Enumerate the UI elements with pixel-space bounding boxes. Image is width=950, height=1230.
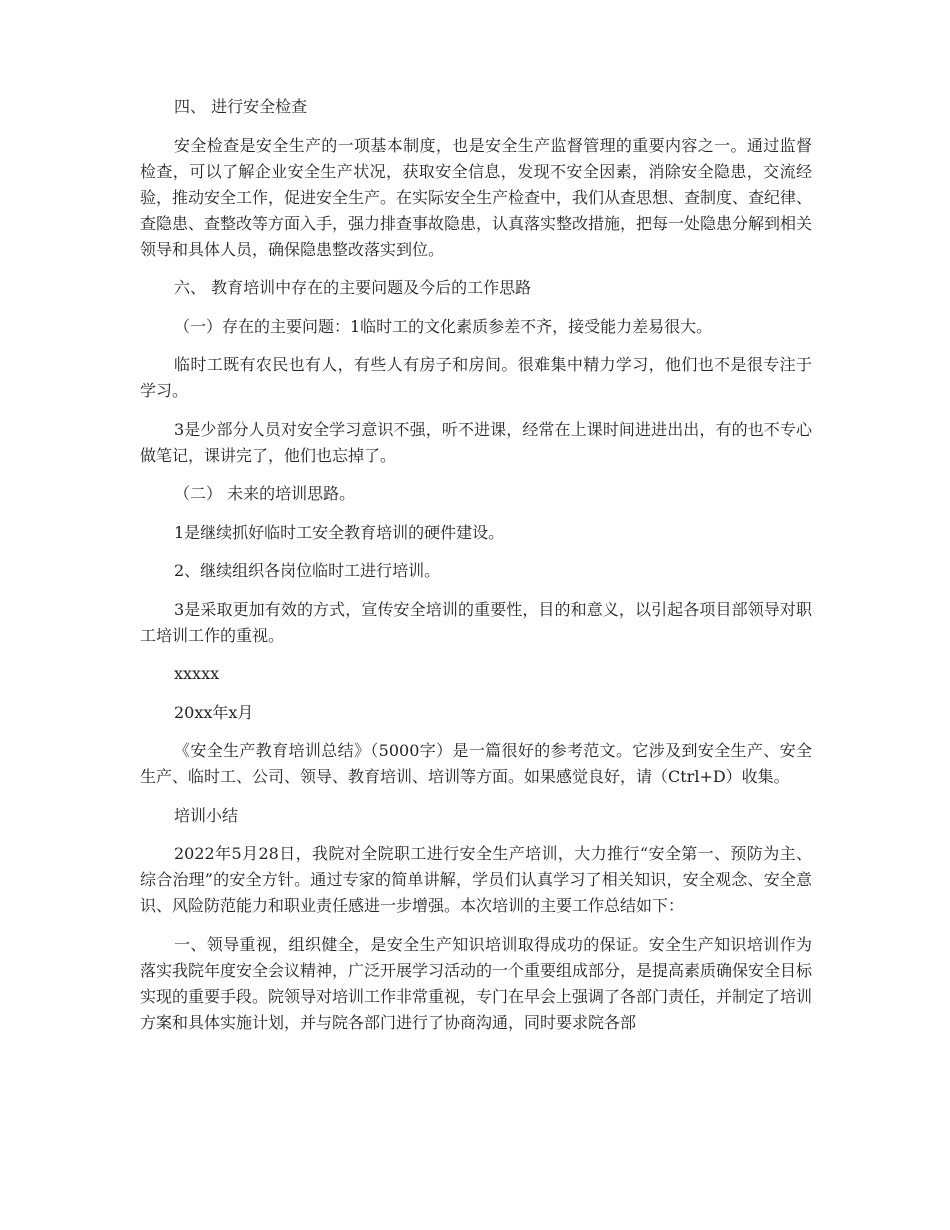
list-item-hardware: 1是继续抓好临时工安全教育培训的硬件建设。 xyxy=(174,522,505,542)
list-item-methods: 3是采取更加有效的方式，宣传安全培训的重要性，目的和意义，以引起各项目部领导对职工培训工作的重视。 xyxy=(140,599,812,645)
paragraph-awareness: 3是少部分人员对安全学习意识不强，听不进课，经常在上课时间进进出出，有的也不专心做笔记，课讲完了，他们也忘掉了。 xyxy=(140,419,812,465)
heading-training-summary: 培训小结 xyxy=(174,805,239,825)
document-body xyxy=(140,94,812,1048)
paragraph-inspection: 安全检查是安全生产的一项基本制度，也是安全生产监督管理的重要内容之一。通过监督检查，可以了解企业安全生产状况，获取安全信息，发现不安全因素，消除安全隐患，交流经验，推动安全工作，促进安全生产。在实际安全生产检查中，我们从查思想、查制度、查纪律、查隐患、查整改等方面入手，强力排查事故隐患，认真落实整改措施，把每一处隐患分解到相关领导和具体人员，确保隐患整改落实到位。 xyxy=(140,135,813,259)
paragraph-leadership: 一、领导重视，组织健全，是安全生产知识培训取得成功的保证。安全生产知识培训作为落实我院年度安全会议精神，广泛开展学习活动的一个重要组成部分，是提高素质确保安全目标实现的重要手段。院领导对培训工作非常重视，专门在早会上强调了各部门责任，并制定了培训方案和具体实施计划，并与院各部门进行了协商沟通，同时要求院各部 xyxy=(140,934,813,1032)
signature-name: xxxxx xyxy=(174,664,220,683)
subheading-existing-problems: （一）存在的主要问题：1临时工的文化素质参差不齐，接受能力差易很大。 xyxy=(174,316,713,336)
paragraph-reference-note: 《安全生产教育培训总结》（5000字）是一篇很好的参考范文。它涉及到安全生产、安全生产、临时工、公司、领导、教育培训、培训等方面。如果感觉良好，请（Ctrl+D）收集。 xyxy=(140,741,812,786)
section-heading-problems: 六、 教育培训中存在的主要问题及今后的工作思路 xyxy=(174,278,532,297)
signature-date: 20xx年x月 xyxy=(174,702,254,722)
subheading-future-training: （二） 未来的培训思路。 xyxy=(174,484,356,503)
paragraph-temp-workers: 临时工既有农民也有人，有些人有房子和房间。很难集中精力学习，他们也不是很专注于学习。 xyxy=(140,355,812,400)
section-heading-inspection: 四、 进行安全检查 xyxy=(174,97,308,116)
list-item-organize: 2、继续组织各岗位临时工进行培训。 xyxy=(174,561,441,580)
paragraph-training-intro: 2022年5月28日，我院对全院职工进行安全生产培训，大力推行“安全第一、预防为主、综合治理”的安全方针。通过专家的简单讲解，学员们认真学习了相关知识，安全观念、安全意识、风险防范能力和职业责任感进一步增强。本次培训的主要工作总结如下： xyxy=(140,844,812,915)
